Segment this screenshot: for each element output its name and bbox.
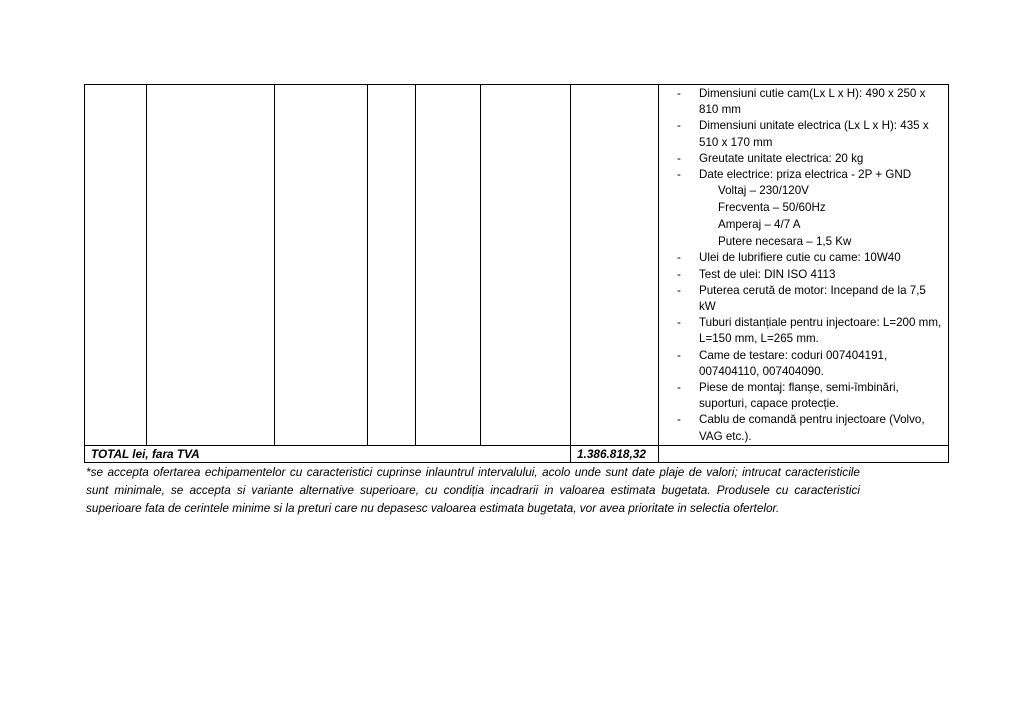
spec-text: Cablu de comandă pentru injectoare (Volvo, VAG etc.). bbox=[699, 413, 925, 443]
table-row bbox=[85, 85, 949, 446]
electrical-subitem: Amperaj – 4/7 A bbox=[718, 217, 801, 231]
spec-text: Dimensiuni cutie cam(Lx L x H): 490 x 250 x 810 mm bbox=[699, 87, 926, 117]
spec-item bbox=[661, 412, 944, 444]
dash-bullet: - bbox=[677, 316, 681, 330]
spec-item bbox=[661, 348, 944, 380]
spec-item bbox=[661, 86, 944, 118]
table-cell-empty bbox=[275, 85, 368, 446]
spec-item bbox=[661, 315, 944, 347]
dash-bullet: - bbox=[677, 381, 681, 395]
dash-bullet: - bbox=[677, 151, 681, 165]
dash-bullet: - bbox=[677, 87, 681, 100]
spec-text: Date electrice: priza electrica - 2P + GND bbox=[699, 168, 912, 182]
table-cell-empty bbox=[416, 85, 481, 446]
table-cell-empty bbox=[85, 85, 147, 446]
dash-bullet: - bbox=[677, 348, 681, 362]
dash-bullet: - bbox=[677, 251, 681, 265]
dash-bullet: - bbox=[677, 168, 681, 182]
spec-item bbox=[661, 151, 944, 167]
table-cell-empty bbox=[481, 85, 571, 446]
spec-text: Ulei de lubrifiere cutie cu came: 10W40 bbox=[699, 251, 901, 265]
spec-text: Tuburi distanțiale pentru injectoare: L=200 mm, L=150 mm, L=265 mm. bbox=[699, 316, 942, 346]
footnote: *se accepta ofertarea echipamentelor cu caracteristici cuprinse inlauntrul intervalului, acolo unde sunt date plaje de valori; intrucat caracteristicile sunt minimale, se accepta si variante alternative superioare, cu condiția incadrarii in valoarea estimata bugetata. Produsele cu caracteristici superioare fata de cerintele minime si la preturi care nu depasesc valoarea estimata bugetata, vor avea prioritate in selectia ofertelor. bbox=[86, 465, 860, 515]
spec-item bbox=[661, 267, 944, 283]
dash-bullet: - bbox=[677, 413, 681, 427]
spec-item bbox=[661, 250, 944, 266]
spec-text: Came de testare: coduri 007404191, 007404110, 007404090. bbox=[699, 348, 888, 378]
spec-list bbox=[661, 86, 944, 183]
spec-item bbox=[661, 380, 944, 412]
table-cell-empty bbox=[659, 445, 949, 462]
spec-text: Puterea cerută de motor: Incepand de la 7,5 kW bbox=[699, 283, 926, 314]
spec-list bbox=[661, 250, 944, 444]
electrical-subitem: Putere necesara – 1,5 Kw bbox=[718, 234, 852, 248]
table-cell-empty bbox=[571, 85, 659, 446]
spec-text: Test de ulei: DIN ISO 4113 bbox=[699, 267, 836, 281]
spec-text: Greutate unitate electrica: 20 kg bbox=[699, 151, 864, 165]
spec-item bbox=[661, 167, 944, 183]
dash-bullet: - bbox=[677, 267, 681, 281]
total-value: 1.386.818,32 bbox=[571, 445, 659, 462]
specification-table bbox=[84, 84, 949, 463]
electrical-subitem: Voltaj – 230/120V bbox=[718, 184, 809, 198]
electrical-subitem: Frecventa – 50/60Hz bbox=[718, 201, 826, 215]
spec-item bbox=[661, 283, 944, 315]
spec-item bbox=[661, 118, 944, 150]
total-label: TOTAL lei, fara TVA bbox=[85, 445, 571, 462]
dash-bullet: - bbox=[677, 119, 681, 133]
dash-bullet: - bbox=[677, 283, 681, 297]
spec-text: Piese de montaj: flanșe, semi-îmbinări, suporturi, capace protecție. bbox=[699, 381, 899, 411]
spec-text: Dimensiuni unitate electrica (Lx L x H): 435 x 510 x 170 mm bbox=[699, 119, 929, 149]
specifications-cell bbox=[659, 85, 949, 446]
table-cell-empty bbox=[368, 85, 416, 446]
total-row bbox=[85, 445, 949, 462]
table-cell-empty bbox=[147, 85, 275, 446]
